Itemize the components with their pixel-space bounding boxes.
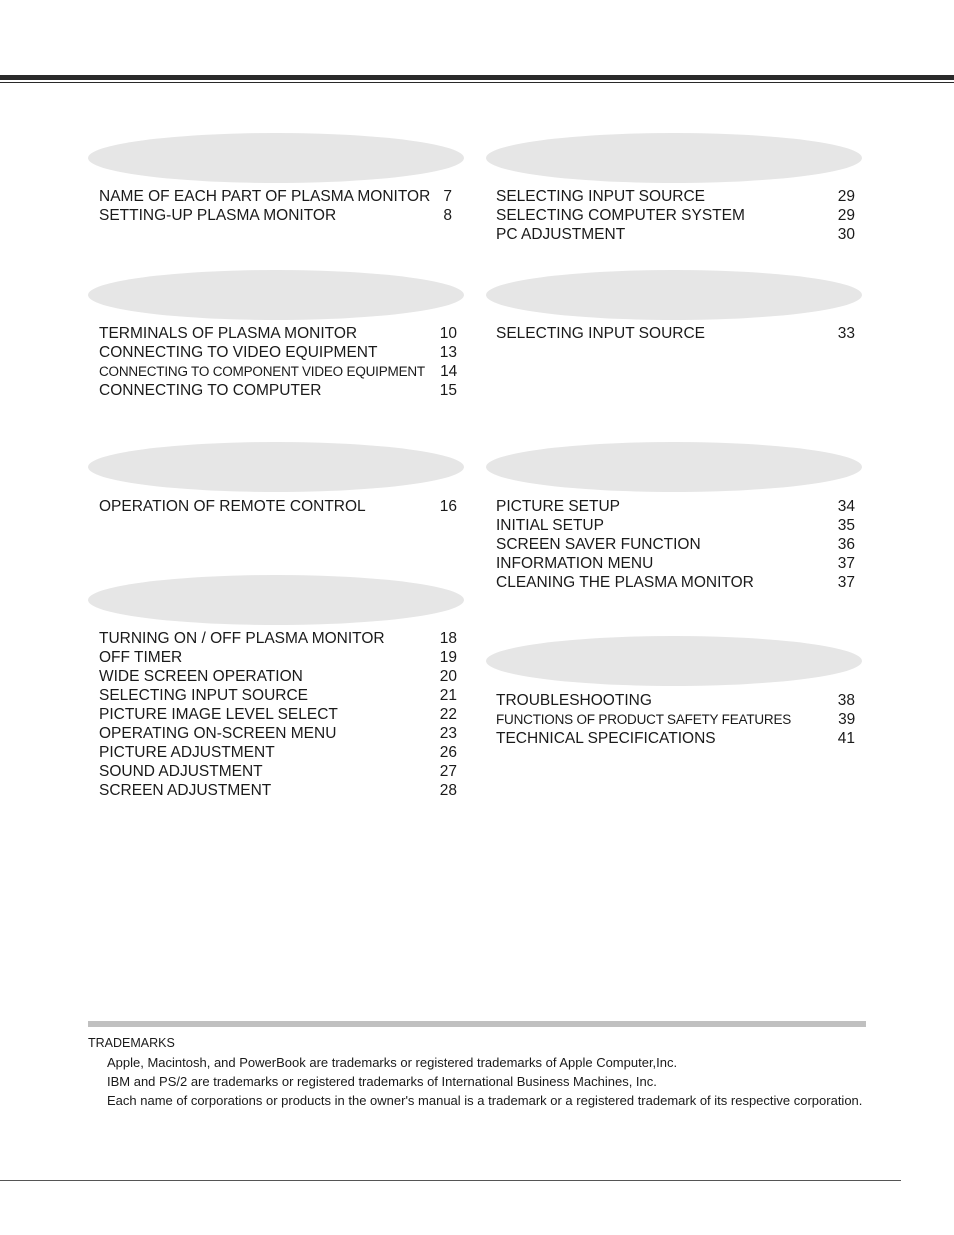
toc-entry-page: 33 bbox=[837, 325, 855, 342]
toc-entry[interactable] bbox=[99, 187, 452, 206]
toc-entry-page: 27 bbox=[439, 763, 457, 780]
toc-section-left-1 bbox=[99, 187, 452, 225]
toc-entry-page: 16 bbox=[439, 498, 457, 515]
toc-entry-label: SELECTING COMPUTER SYSTEM bbox=[496, 207, 745, 224]
toc-entry-label: SELECTING INPUT SOURCE bbox=[496, 325, 706, 342]
toc-entry-label: PC ADJUSTMENT bbox=[496, 226, 626, 243]
section-header-oval bbox=[88, 270, 464, 320]
toc-entry-label: FUNCTIONS OF PRODUCT SAFETY FEATURES bbox=[496, 712, 792, 727]
toc-entry-label: INITIAL SETUP bbox=[496, 517, 604, 534]
toc-entry-label: OPERATING ON-SCREEN MENU bbox=[99, 725, 337, 742]
toc-entry[interactable] bbox=[99, 362, 457, 381]
section-header-oval bbox=[486, 270, 862, 320]
toc-entry-label: SELECTING INPUT SOURCE bbox=[496, 188, 706, 205]
toc-entry[interactable] bbox=[496, 729, 855, 748]
toc-entry[interactable] bbox=[99, 686, 457, 705]
toc-entry-page: 41 bbox=[837, 730, 855, 747]
section-header-oval bbox=[486, 133, 862, 183]
toc-entry-label: OPERATION OF REMOTE CONTROL bbox=[99, 498, 366, 515]
toc-entry-page: 30 bbox=[837, 226, 855, 243]
toc-section-left-4 bbox=[99, 629, 457, 800]
trademarks-title: TRADEMARKS bbox=[88, 1036, 175, 1050]
toc-entry[interactable] bbox=[99, 743, 457, 762]
toc-entry-label: PICTURE IMAGE LEVEL SELECT bbox=[99, 706, 338, 723]
toc-entry-label: PICTURE SETUP bbox=[496, 498, 621, 515]
toc-entry-label: TERMINALS OF PLASMA MONITOR bbox=[99, 325, 358, 342]
toc-entry-page: 34 bbox=[837, 498, 855, 515]
section-header-oval bbox=[486, 636, 862, 686]
section-header-oval bbox=[88, 575, 464, 625]
trademarks-rule bbox=[88, 1021, 866, 1027]
toc-entry-page: 39 bbox=[838, 711, 855, 728]
toc-entry-page: 28 bbox=[439, 782, 457, 799]
toc-section-right-2 bbox=[496, 324, 855, 343]
toc-entry-label: INFORMATION MENU bbox=[496, 555, 654, 572]
toc-entry-page: 21 bbox=[439, 687, 457, 704]
toc-entry-label: SELECTING INPUT SOURCE bbox=[99, 687, 309, 704]
trademark-line: Each name of corporations or products in the owner's manual is a trademark or a registered trademark of its respective corporation. bbox=[107, 1092, 863, 1108]
toc-section-right-4 bbox=[496, 691, 855, 748]
toc-entry-label: SETTING-UP PLASMA MONITOR bbox=[99, 207, 337, 224]
toc-entry-label: CLEANING THE PLASMA MONITOR bbox=[496, 574, 754, 591]
toc-entry-label: SOUND ADJUSTMENT bbox=[99, 763, 263, 780]
trademarks-body bbox=[107, 1054, 866, 1110]
toc-entry-label: SCREEN SAVER FUNCTION bbox=[496, 536, 701, 553]
toc-entry[interactable] bbox=[99, 629, 457, 648]
toc-entry-page: 26 bbox=[439, 744, 457, 761]
trademark-line: Apple, Macintosh, and PowerBook are trademarks or registered trademarks of Apple Computer,Inc. bbox=[107, 1055, 678, 1070]
toc-entry-page: 18 bbox=[439, 630, 457, 647]
toc-entry-page: 36 bbox=[837, 536, 855, 553]
toc-entry[interactable] bbox=[496, 206, 855, 225]
toc-entry-label: TECHNICAL SPECIFICATIONS bbox=[496, 730, 716, 747]
toc-entry[interactable] bbox=[99, 324, 457, 343]
toc-entry-label: CONNECTING TO VIDEO EQUIPMENT bbox=[99, 344, 378, 361]
toc-entry[interactable] bbox=[496, 710, 855, 729]
top-rule-thin bbox=[0, 82, 954, 83]
toc-entry[interactable] bbox=[99, 667, 457, 686]
toc-entry-page: 38 bbox=[837, 692, 855, 709]
toc-entry[interactable] bbox=[496, 691, 855, 710]
toc-entry-page: 29 bbox=[837, 188, 855, 205]
toc-entry[interactable] bbox=[496, 554, 855, 573]
toc-entry-page: 35 bbox=[837, 517, 855, 534]
top-rule bbox=[0, 75, 954, 80]
toc-entry[interactable] bbox=[496, 225, 855, 244]
toc-section-right-3 bbox=[496, 497, 855, 592]
toc-entry[interactable] bbox=[496, 535, 855, 554]
toc-entry-page: 10 bbox=[439, 325, 457, 342]
toc-entry[interactable] bbox=[99, 724, 457, 743]
toc-entry[interactable] bbox=[496, 187, 855, 206]
toc-entry-page: 37 bbox=[837, 555, 855, 572]
toc-entry-label: CONNECTING TO COMPUTER bbox=[99, 382, 322, 399]
toc-entry-page: 29 bbox=[837, 207, 855, 224]
toc-section-left-3 bbox=[99, 497, 457, 516]
toc-entry[interactable] bbox=[496, 573, 855, 592]
toc-entry[interactable] bbox=[496, 324, 855, 343]
toc-section-right-1 bbox=[496, 187, 855, 244]
bottom-rule bbox=[0, 1180, 901, 1181]
toc-entry-page: 14 bbox=[440, 363, 457, 380]
toc-entry[interactable] bbox=[99, 497, 457, 516]
toc-entry[interactable] bbox=[99, 781, 457, 800]
section-header-oval bbox=[486, 442, 862, 492]
toc-entry-label: PICTURE ADJUSTMENT bbox=[99, 744, 275, 761]
trademark-line: IBM and PS/2 are trademarks or registered trademarks of International Business Machines, Inc. bbox=[107, 1073, 657, 1089]
toc-entry[interactable] bbox=[99, 705, 457, 724]
toc-entry-label: SCREEN ADJUSTMENT bbox=[99, 782, 272, 799]
toc-entry-page: 37 bbox=[837, 574, 855, 591]
toc-entry[interactable] bbox=[99, 381, 457, 400]
toc-entry-page: 19 bbox=[439, 649, 457, 666]
toc-entry-label: CONNECTING TO COMPONENT VIDEO EQUIPMENT bbox=[99, 364, 425, 379]
toc-entry-label: OFF TIMER bbox=[99, 649, 183, 666]
toc-entry[interactable] bbox=[496, 497, 855, 516]
section-header-oval bbox=[88, 442, 464, 492]
toc-entry[interactable] bbox=[99, 648, 457, 667]
toc-entry[interactable] bbox=[496, 516, 855, 535]
toc-entry-page: 22 bbox=[439, 706, 457, 723]
toc-section-left-2 bbox=[99, 324, 457, 400]
toc-entry-page: 7 bbox=[443, 188, 452, 205]
toc-entry-page: 8 bbox=[443, 207, 452, 224]
toc-entry-label: TURNING ON / OFF PLASMA MONITOR bbox=[99, 630, 385, 647]
toc-entry-page: 20 bbox=[439, 668, 457, 685]
toc-entry[interactable] bbox=[99, 762, 457, 781]
toc-entry-page: 23 bbox=[439, 725, 457, 742]
section-header-oval bbox=[88, 133, 464, 183]
toc-entry-label: WIDE SCREEN OPERATION bbox=[99, 668, 303, 685]
toc-entry[interactable] bbox=[99, 343, 457, 362]
toc-entry-page: 15 bbox=[439, 382, 457, 399]
toc-entry-label: NAME OF EACH PART OF PLASMA MONITOR bbox=[99, 188, 431, 205]
toc-entry-page: 13 bbox=[439, 344, 457, 361]
toc-entry-label: TROUBLESHOOTING bbox=[496, 692, 652, 709]
toc-entry[interactable] bbox=[99, 206, 452, 225]
